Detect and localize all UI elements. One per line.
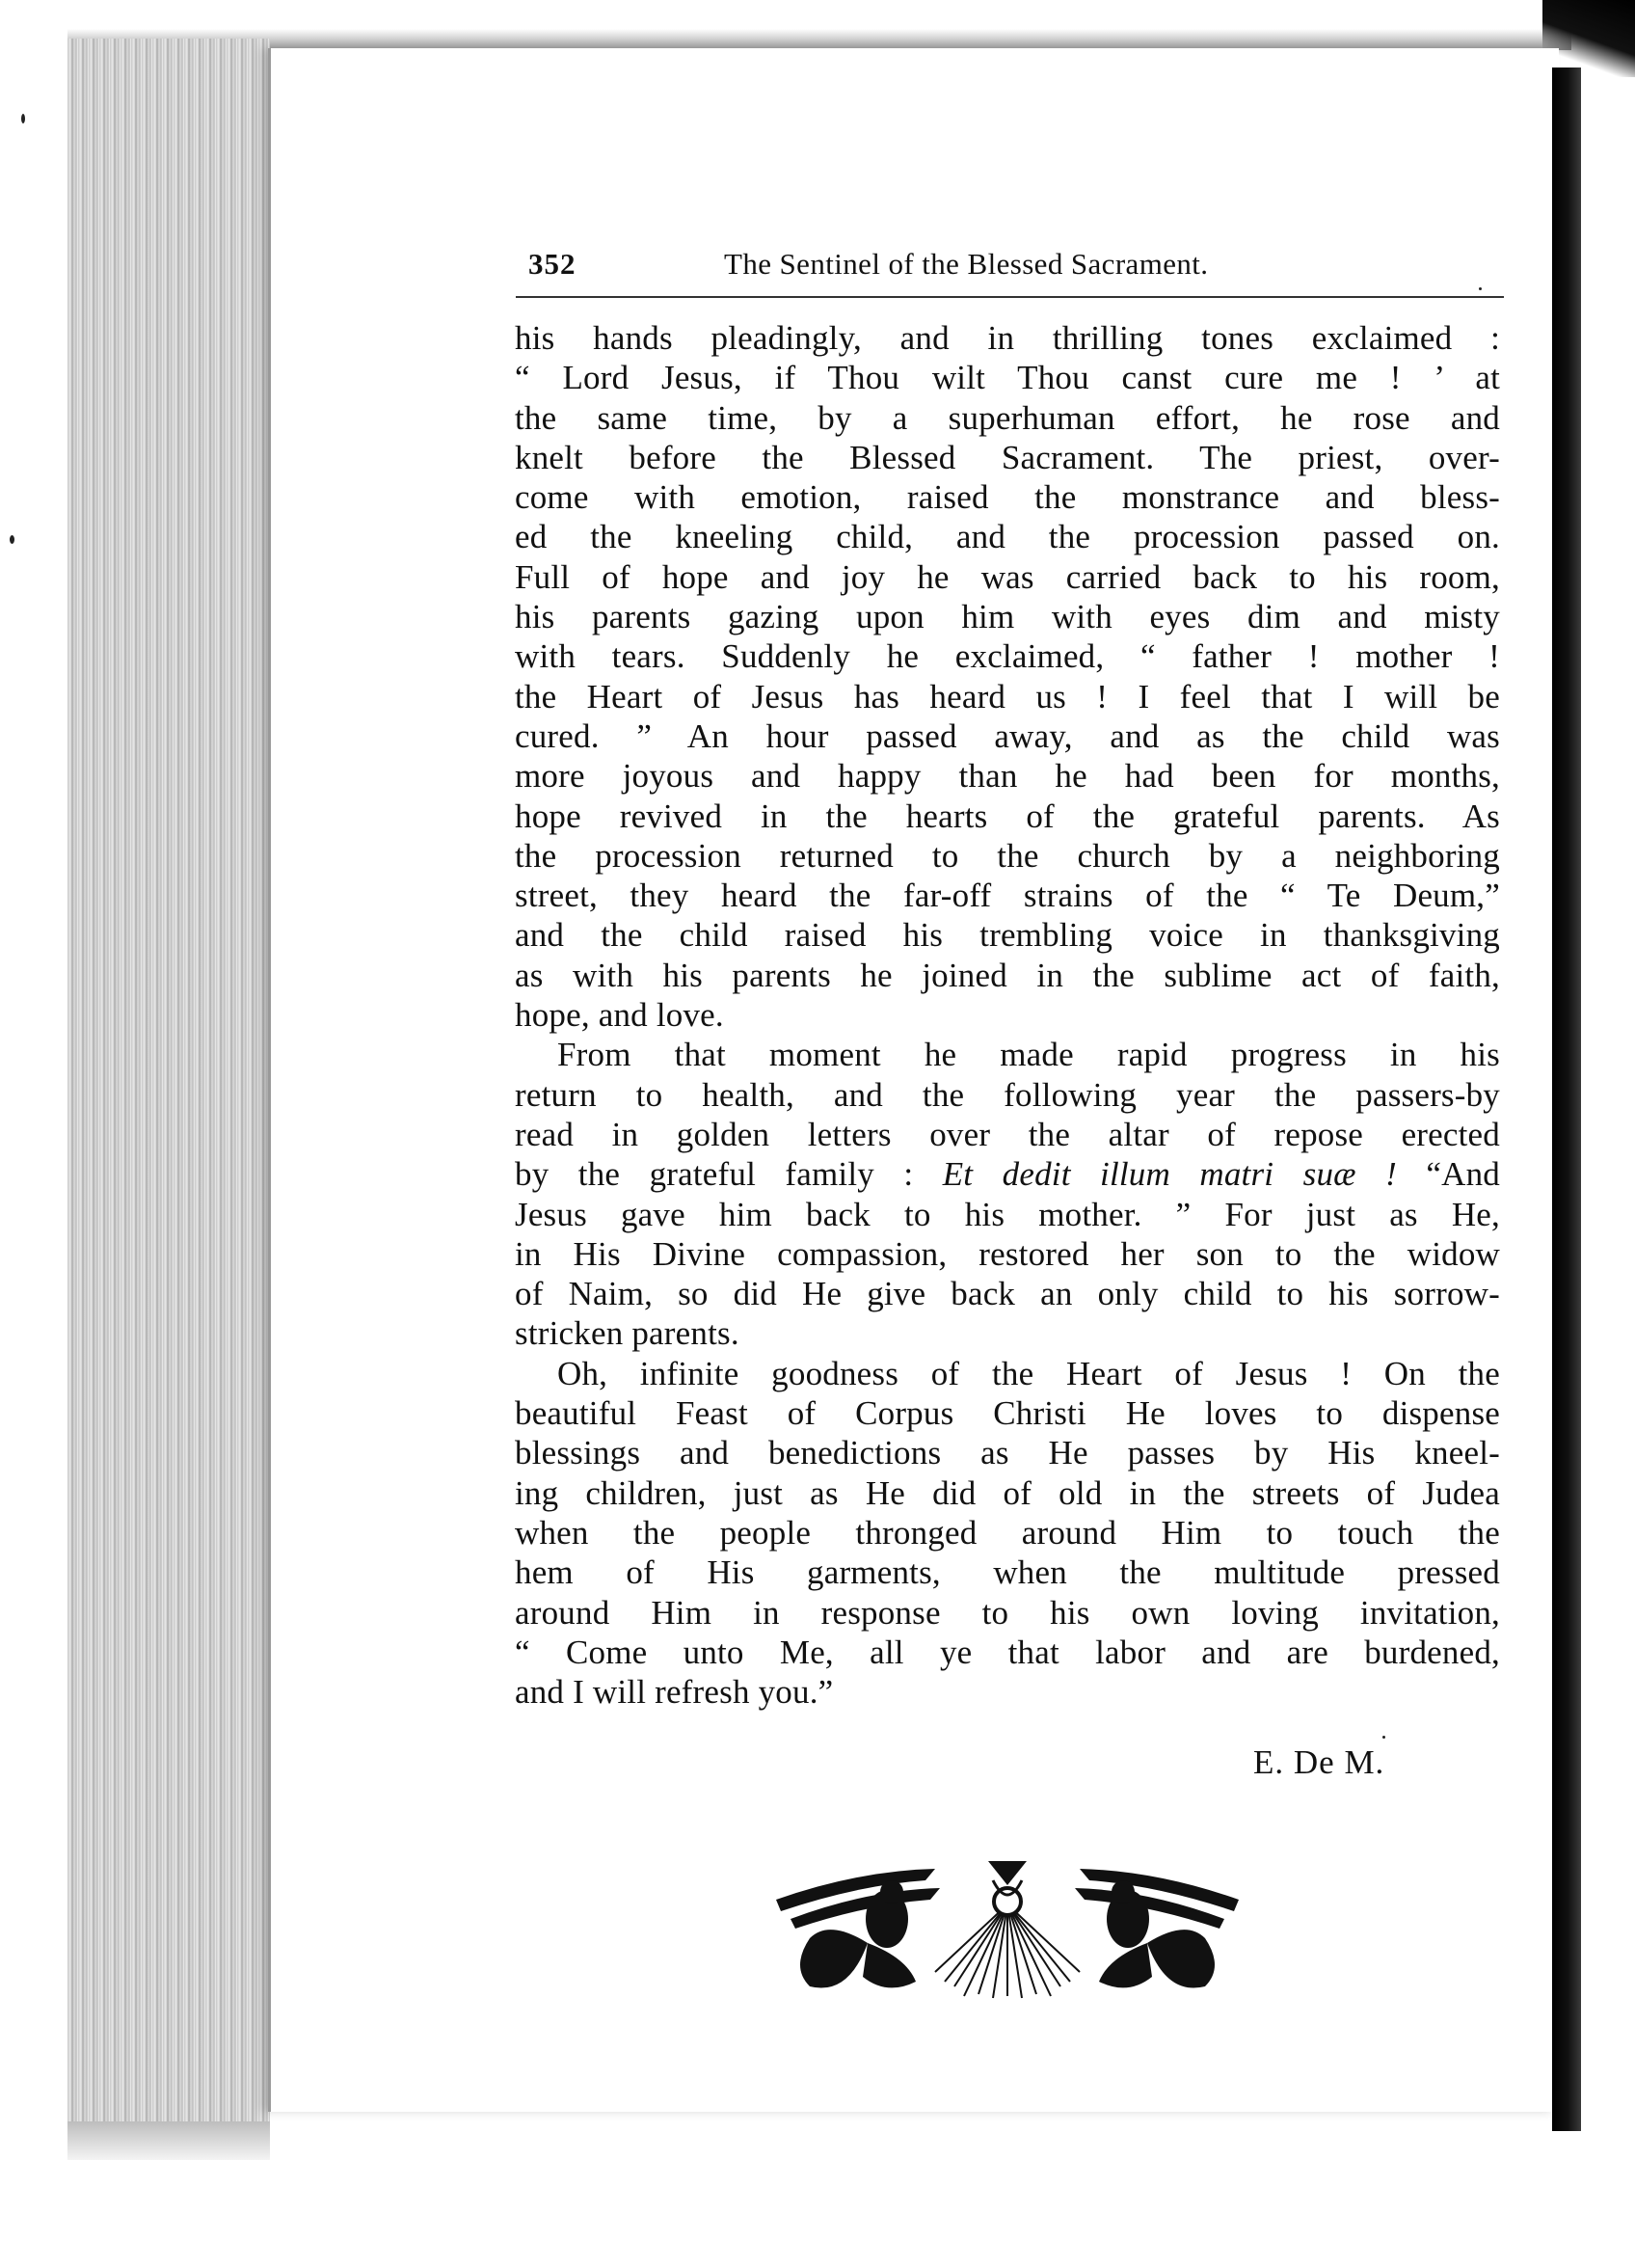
text-line: more joyous and happy than he had been for months, [515,757,1500,796]
author-signature: E. De M. [1253,1743,1385,1781]
page-stack-top-edge [67,29,1571,50]
text-line: come with emotion, raised the monstrance and bless- [515,478,1500,517]
text-line: and the child raised his trembling voice in thanksgiving [515,916,1500,955]
text-line: Jesus gave him back to his mother. ” For just as He, [515,1195,1500,1233]
paragraph-end-line: stricken parents. [515,1314,739,1353]
angels-monstrance-ornament [771,1851,1244,2006]
text-line: knelt before the Blessed Sacrament. The priest, over- [515,438,1500,476]
article-body [515,318,1500,1712]
text-line: his hands pleadingly, and in thrilling tones exclaimed : [515,319,1500,357]
text-line: with tears. Suddenly he exclaimed, “ father ! mother ! [515,637,1500,676]
scan-speck [10,535,14,544]
page-stack-edge [67,39,270,2141]
text-line: ed the kneeling child, and the procession passed on. [515,518,1500,556]
book-spine [1552,68,1581,2131]
text-line: the Heart of Jesus has heard us ! I feel that I will be [515,677,1500,716]
text-line: in His Divine compassion, restored her son to the widow [515,1234,1500,1273]
running-header [528,243,1502,291]
text-line: “ Lord Jesus, if Thou wilt Thou canst cure me ! ’ at [515,359,1500,397]
header-rule [516,296,1504,298]
text-line: cured. ” An hour passed away, and as the child was [515,716,1500,755]
paragraph-end-line: hope, and love. [515,996,724,1035]
text-line: hem of His garments, when the multitude pressed [515,1553,1500,1592]
text-line: return to health, and the following year the passers-by [515,1075,1500,1114]
text-line: beautiful Feast of Corpus Christi He loves to dispense [515,1394,1500,1433]
scan-speck [1479,287,1482,290]
scan-speck [21,114,25,123]
text-line: when the people thronged around Him to touch the [515,1513,1500,1552]
right-angel [1075,1869,1239,1988]
page-stack-bottom-edge [67,2121,270,2160]
text-line: “ Come unto Me, all ye that labor and are burdened, [515,1633,1500,1671]
line-text-after-latin: “And [1396,1155,1500,1194]
text-line: read in golden letters over the altar of repose erected [515,1115,1500,1153]
monstrance-center [988,1861,1027,1915]
running-title: The Sentinel of the Blessed Sacrament. [724,247,1209,281]
text-line: the procession returned to the church by a neighboring [515,836,1500,875]
sunburst-rays [935,1904,1080,1998]
latin-quote: Et dedit illum matri suæ ! [942,1155,1397,1194]
text-line: Full of hope and joy he was carried back to his room, [515,557,1500,596]
text-line: of Naim, so did He give back an only child to his sorrow- [515,1275,1500,1313]
left-angel [776,1869,940,1988]
page-number: 352 [528,247,576,281]
text-line: as with his parents he joined in the sublime act of faith, [515,956,1500,994]
text-line: the same time, by a superhuman effort, he rose and [515,398,1500,437]
text-line: From that moment he made rapid progress in his [557,1036,1500,1074]
mixed-text-line [515,1154,1500,1194]
text-line: around Him in response to his own loving invitation, [515,1593,1500,1632]
paragraph-end-line: and I will refresh you.” [515,1673,834,1712]
text-line: hope revived in the hearts of the grateful parents. As [515,796,1500,835]
text-line: Oh, infinite goodness of the Heart of Jesus ! On the [557,1354,1500,1392]
text-line: blessings and benedictions as He passes by His kneel- [515,1434,1500,1472]
scan-speck [1382,1736,1385,1739]
text-line: street, they heard the far-off strains of the “ Te Deum,” [515,877,1500,915]
line-text-before-latin: by the grateful family : [515,1155,943,1194]
text-line: his parents gazing upon him with eyes dim and misty [515,598,1500,636]
text-line: ing children, just as He did of old in the streets of Judea [515,1473,1500,1512]
